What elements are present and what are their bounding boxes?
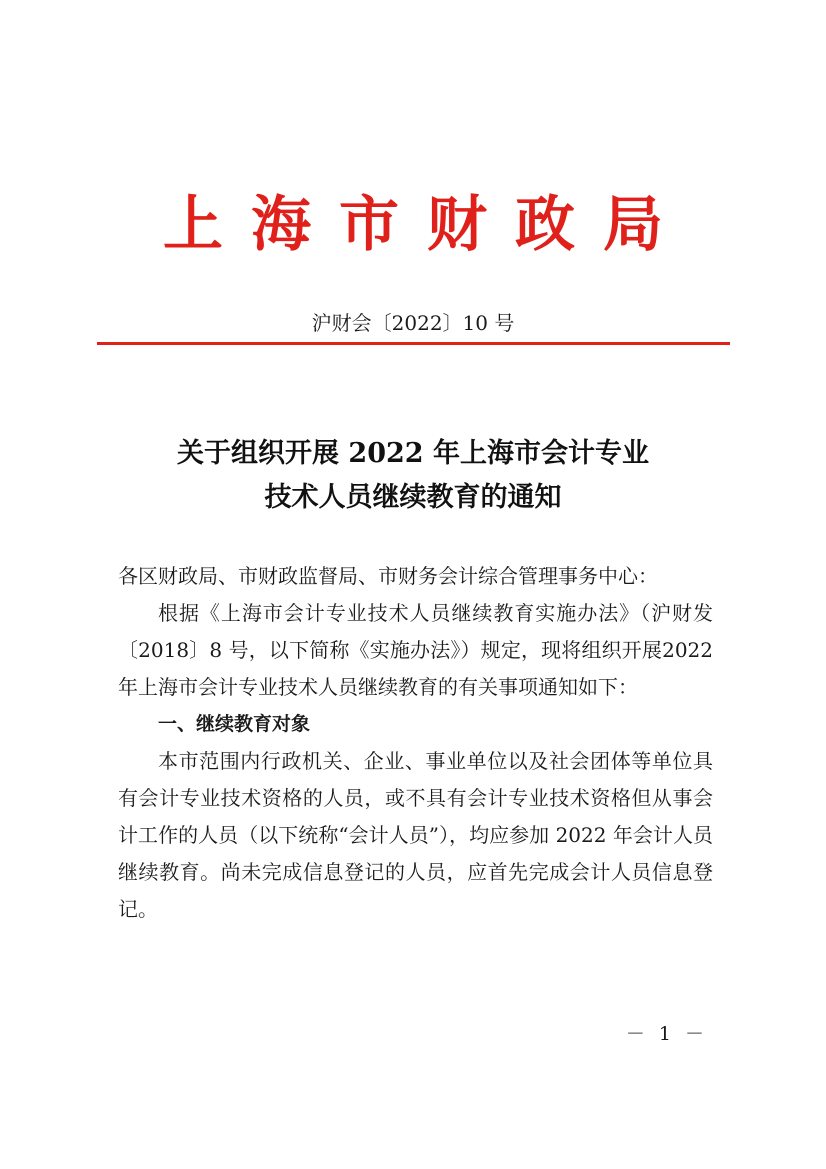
document-number: 沪财会〔2022〕10 号 — [311, 311, 515, 335]
title-line-2: 技术人员继续教育的通知 — [264, 482, 562, 513]
section-1-paragraph: 本市范围内行政机关、企业、事业单位以及社会团体等单位具有会计专业技术资格的人员，或不具有会计专业技术资格但从事会计工作的人员（以下统称“会计人员”），均应参加 2022 年会计人员继续教育。尚未完成信息登记的人员，应首先完成会计人员信息登记。 — [118, 749, 713, 921]
document-title — [0, 432, 826, 520]
page-number: － 1 － — [625, 1023, 708, 1045]
document-body — [118, 558, 713, 928]
intro-paragraph: 根据《上海市会计专业技术人员继续教育实施办法》（沪财发〔2018〕8 号，以下简称《实施办法》）规定，现将组织开展2022 年上海市会计专业技术人员继续教育的有关事项通知如下： — [118, 601, 713, 699]
section-1-heading: 一、继续教育对象 — [158, 713, 311, 735]
title-line-1: 关于组织开展 2022 年上海市会计专业 — [177, 438, 649, 469]
addressee: 各区财政局、市财政监督局、市财务会计综合管理事务中心： — [118, 564, 658, 588]
red-divider — [97, 342, 730, 345]
issuer-name: 上海市财政局 — [163, 190, 691, 260]
